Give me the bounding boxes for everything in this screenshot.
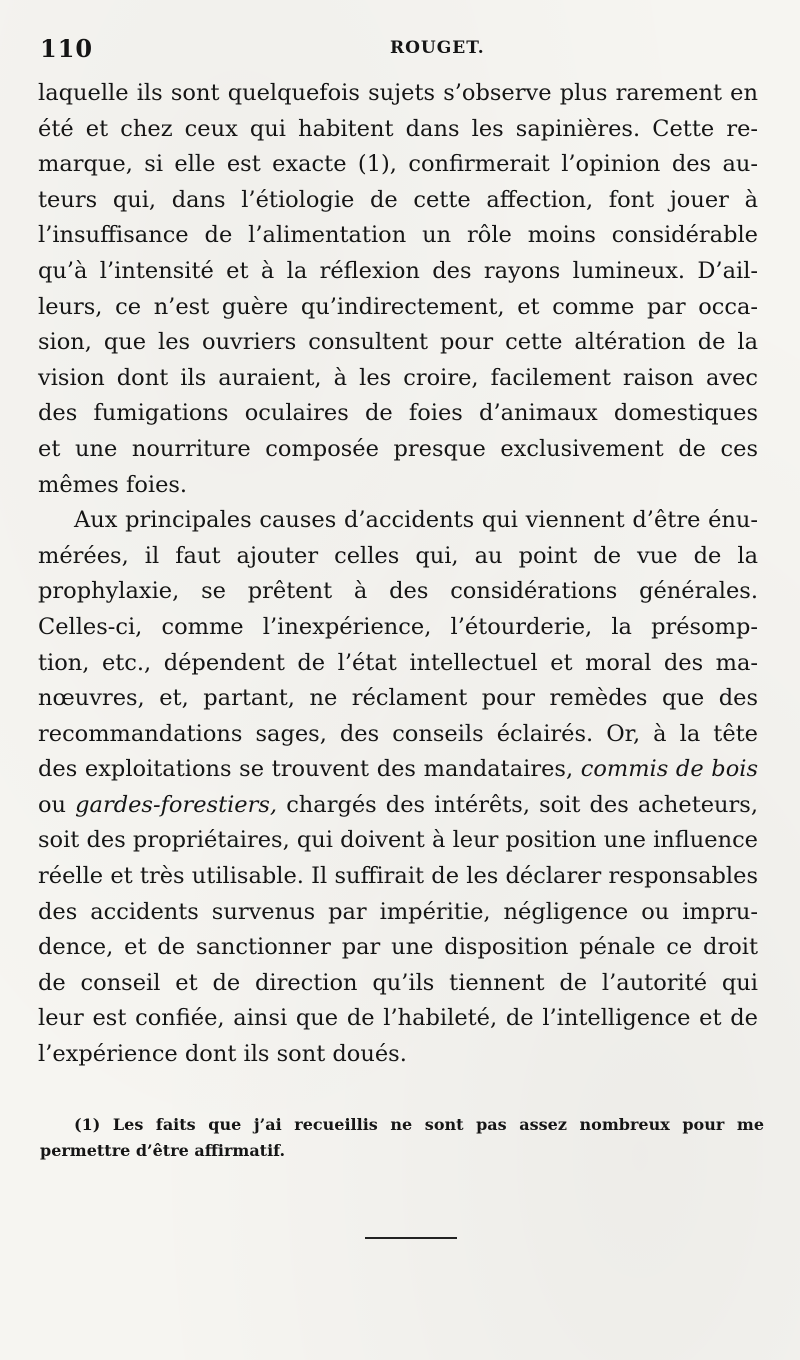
text-line: de conseil et de direction qu’ils tiennent de l’autorité qui — [38, 969, 758, 996]
text-line: mérées, il faut ajouter celles qui, au point de vue de la — [38, 542, 758, 569]
text-line-with-italic — [38, 752, 758, 788]
end-rule — [365, 1237, 457, 1239]
page-header — [40, 34, 760, 68]
italic-term-gardes-forestiers: gardes-forestiers, — [75, 791, 278, 818]
text-line: l’insuffisance de l’alimentation un rôle moins considérable — [38, 222, 758, 249]
text-line: des accidents survenus par impéritie, négligence ou impru- — [38, 898, 758, 925]
text-line: réelle et très utilisable. Il suffirait de les déclarer responsables — [38, 863, 758, 890]
text-segment: chargés des intérêts, soit des acheteurs, — [286, 791, 758, 818]
text-segment: des exploitations se trouvent des mandataires, — [38, 756, 574, 783]
text-line: sion, que les ouvriers consultent pour cette altération de la — [38, 329, 758, 356]
footnote-line: (1) Les faits que j’ai recueillis ne sont pas assez nombreux pour me — [74, 1115, 764, 1134]
text-line: leurs, ce n’est guère qu’indirectement, et comme par occa- — [38, 293, 758, 320]
running-head: ROUGET. — [390, 38, 485, 58]
text-line: soit des propriétaires, qui doivent à leur position une influence — [38, 827, 758, 854]
text-line: recommandations sages, des conseils éclairés. Or, à la tête — [38, 720, 758, 747]
text-line: laquelle ils sont quelquefois sujets s’observe plus rarement en — [38, 80, 758, 106]
text-line: Celles-ci, comme l’inexpérience, l’étourderie, la présomp- — [38, 613, 758, 640]
text-line: teurs qui, dans l’étiologie de cette affection, font jouer à — [38, 186, 758, 213]
text-line: qu’à l’intensité et à la réflexion des rayons lumineux. D’ail- — [38, 257, 758, 284]
text-line: été et chez ceux qui habitent dans les sapinières. Cette re- — [38, 115, 758, 142]
text-line: nœuvres, et, partant, ne réclament pour remèdes que des — [38, 685, 758, 712]
text-line: et une nourriture composée presque exclusivement de ces — [38, 435, 758, 462]
page-number: 110 — [40, 34, 94, 63]
text-line: des fumigations oculaires de foies d’animaux domestiques — [38, 400, 758, 427]
text-line: vision dont ils auraient, à les croire, facilement raison avec — [38, 364, 758, 391]
text-line: dence, et de sanctionner par une disposition pénale ce droit — [38, 934, 758, 961]
body-text — [38, 76, 758, 1073]
text-line: leur est confiée, ainsi que de l’habileté, de l’intelligence et de — [38, 1005, 758, 1032]
text-line: l’expérience dont ils sont doués. — [38, 1041, 407, 1068]
footnote — [40, 1112, 764, 1164]
text-line-with-italic — [38, 788, 758, 824]
text-line: Aux principales causes d’accidents qui viennent d’être énu- — [74, 507, 758, 534]
footnote-line: permettre d’être affirmatif. — [40, 1141, 286, 1160]
text-line: tion, etc., dépendent de l’état intellectuel et moral des ma- — [38, 649, 758, 676]
italic-term-commis-de-bois: commis de bois — [580, 756, 758, 783]
text-segment: ou — [38, 791, 67, 818]
text-line: prophylaxie, se prêtent à des considérations générales. — [38, 578, 758, 605]
text-line: mêmes foies. — [38, 471, 188, 498]
text-line: marque, si elle est exacte (1), confirmerait l’opinion des au- — [38, 151, 758, 178]
